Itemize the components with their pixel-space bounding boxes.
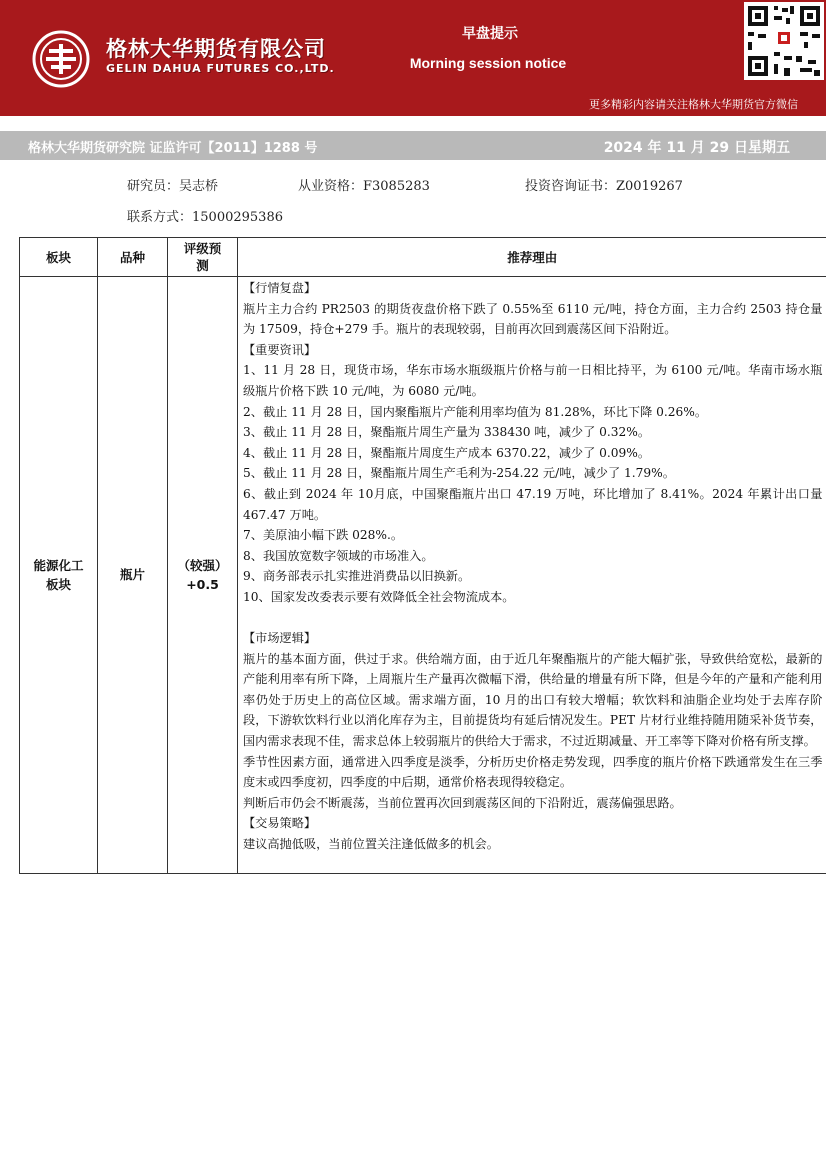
report-date: 2024 年 11 月 29 日星期五: [603, 140, 790, 156]
reason-paragraph: 瓶片主力合约 PR2503 的期货夜盘价格下跌了 0.55%至 6110 元/吨，持仓方面，主力合约 2503 持仓量为 17509，持仓+279 手。瓶片的表现较弱，目前再次回到震荡区间下沿附近。: [243, 301, 823, 337]
col-header-sector: 板块: [20, 238, 98, 277]
col-header-rating: [168, 238, 238, 277]
reason-paragraph: 建议高抛低吸，当前位置关注逢低做多的机会。: [243, 837, 499, 852]
reason-paragraph: 5、截止 11 月 28 日，聚酯瓶片周生产毛利为-254.22 元/吨，减少了 1.79%。: [243, 466, 675, 481]
sector-cell: [20, 277, 98, 874]
report-title-cn: 早盘提示: [462, 26, 518, 42]
reason-paragraph: 季节性因素方面，通常进入四季度是淡季，分析历史价格走势发现，四季度的瓶片价格下跌通常发生在三季度末或四季度初，四季度的中后期，通常价格表现得较稳定。: [243, 754, 823, 790]
rating-cell: [168, 277, 238, 874]
blank-line: [243, 608, 823, 629]
reason-paragraph: 瓶片的基本面方面，供过于求。供给端方面，由于近几年聚酯瓶片的产能大幅扩张，导致供给宽松，最新的产能利用率有所下降，上周瓶片生产量再次微幅下滑，供给量的增量有所下降，但是今年的产量和产能利用率仍处于历史上的高位区域。需求端方面，10 月的出口有较大增幅；软饮料和油脂企业均处于去库存阶段，下游软饮料行业以消化库存为主，目前提货均有延后情况发生。PET 片材行业维持随用随采补货节奏，国内需求表现不佳，需求总体上较弱瓶片的供给大于需求，不过近期减量、开工率等下降对价格有所支撑。: [243, 651, 823, 749]
report-title-en: Morning session notice: [409, 55, 567, 71]
reason-section-heading: 【市场逻辑】: [243, 631, 317, 646]
col-header-reason: 推荐理由: [238, 238, 826, 277]
col-header-rating-text: 评级预测: [183, 241, 222, 273]
reason-paragraph: 2、截止 11 月 28 日，国内聚酯瓶片产能利用率均值为 81.28%，环比下降 0.26%。: [243, 404, 708, 419]
reason-paragraph: 8、我国放宽数字领域的市场准入。: [243, 548, 434, 563]
researcher: 研究员：吴志桥: [127, 179, 219, 194]
company-name-cn: 格林大华期货有限公司: [106, 37, 326, 61]
reason-cell: [238, 277, 826, 874]
company-logo: [32, 30, 90, 88]
reason-paragraph: 10、国家发改委表示要有效降低全社会物流成本。: [243, 589, 515, 604]
sector-text: 能源化工板块: [33, 557, 84, 592]
institute-license: 格林大华期货研究院 证监许可【2011】1288 号: [28, 141, 318, 156]
rating-label: （较强）: [177, 557, 228, 573]
reason-paragraph: 4、截止 11 月 28 日，聚酯瓶片周度生产成本 6370.22，减少了 0.09%。: [243, 445, 651, 460]
reason-paragraph: 6、截止到 2024 年 10月底，中国聚酯瓶片出口 47.19 万吨，环比增加了 8.41%。2024 年累计出口量 467.47 万吨。: [243, 486, 823, 522]
reason-section-heading: 【行情复盘】: [243, 281, 317, 295]
table-row: [20, 277, 826, 874]
reason-section-heading: 【重要资讯】: [243, 342, 317, 357]
rating-value: +0.5: [186, 576, 219, 592]
reason-section-heading: 【交易策略】: [243, 816, 317, 831]
variety-cell: 瓶片: [98, 277, 168, 874]
institute-bar: [0, 131, 826, 160]
col-header-variety: 品种: [98, 238, 168, 277]
reason-paragraph: 9、商务部表示扎实推进消费品以旧换新。: [243, 569, 471, 584]
qualification: 从业资格：F3085283: [298, 179, 430, 194]
advisory-cert: 投资咨询证书：Z0019267: [525, 179, 683, 194]
contact: 联系方式：15000295386: [127, 210, 283, 225]
company-name-en: GELIN DAHUA FUTURES CO.,LTD.: [106, 62, 335, 75]
reason-paragraph: 3、截止 11 月 28 日，聚酯瓶片周生产量为 338430 吨，减少了 0.32%。: [243, 425, 651, 440]
reason-paragraph: 1、11 月 28 日，现货市场，华东市场水瓶级瓶片价格与前一日相比持平，为 6100 元/吨。华南市场水瓶级瓶片价格下跌 10 元/吨，为 6080 元/吨。: [243, 363, 823, 398]
recommendation-table: [19, 237, 826, 874]
wechat-qr-code: [744, 2, 824, 80]
header-banner: [0, 0, 826, 116]
reason-paragraph: 判断后市仍会不断震荡，当前位置再次回到震荡区间的下沿附近，震荡偏强思路。: [243, 795, 682, 810]
reason-paragraph: 7、美原油小幅下跌 028%.。: [243, 528, 404, 543]
table-header-row: [20, 238, 826, 277]
wechat-follow-note: 更多精彩内容请关注格林大华期货官方微信: [589, 98, 798, 111]
